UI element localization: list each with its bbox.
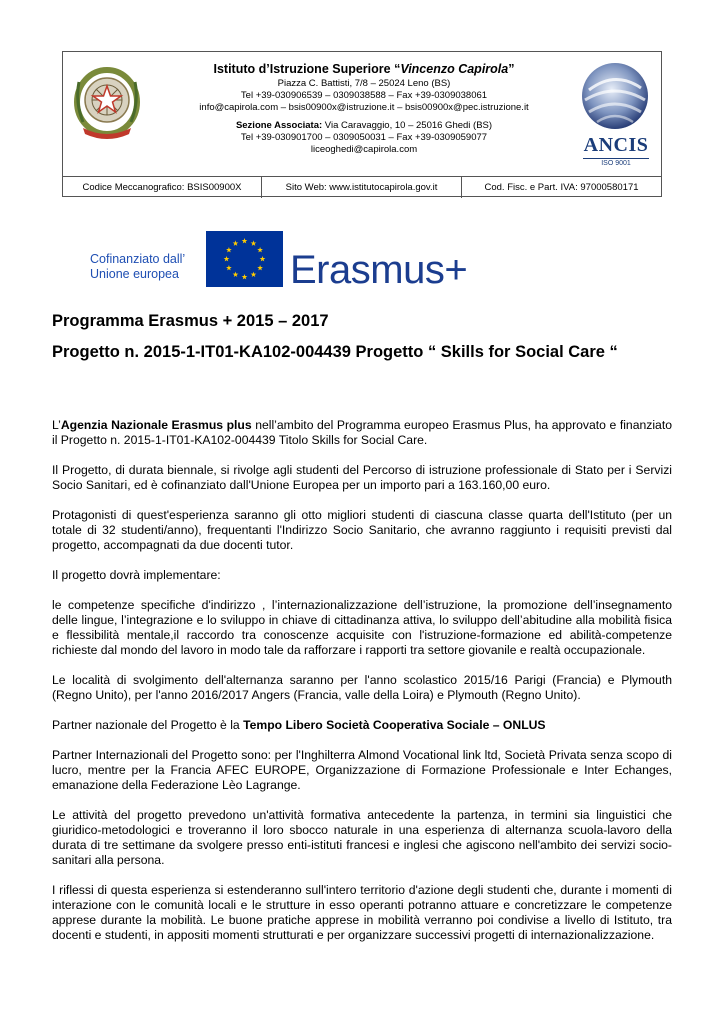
paragraph-10: I riflessi di questa esperienza si estenderanno sull'intero territorio d'azione degli studenti che, durante i momenti di interazione con le comunità locali e le strutture in esso operanti potranno attuare e concretizzare le competenze apprese durante la mobilità. Le buone pratiche apprese in mobilità verranno poi condivise a livello di Istituto, tra docenti e studenti, in appositi momenti strutturati e per organizzare successivi progetti di internazionalizzazione. [52, 883, 672, 942]
iso-label: ISO 9001 [583, 158, 649, 167]
section-phone: Tel +39-030901700 – 0309050031 – Fax +39-0309059077 [240, 132, 488, 143]
section-address-line [159, 120, 569, 132]
national-partner-name: Tempo Libero Società Cooperativa Sociale – ONLUS [243, 718, 546, 732]
section-address: Via Caravaggio, 10 – 25016 Ghedi (BS) [322, 120, 493, 131]
erasmus-plus-logo: Erasmus+ [290, 248, 468, 292]
institute-address: Piazza C. Battisti, 7/8 – 25024 Leno (BS) [277, 78, 451, 89]
paragraph-1-rest: nell’ambito del Programma europeo Erasmus Plus, ha approvato e finanziato il Progetto n. 2015-1-IT01-KA102-004439 Titolo Skills for Social Care. [52, 418, 672, 447]
paragraph-6: Le località di svolgimento dell'alternanza saranno per l'anno scolastico 2015/16 Parigi (Francia) e Plymouth (Regno Unito), per l'anno 2016/2017 Angers (Francia, valle della Loira) e Plymouth (Regno Unito). [52, 673, 672, 702]
ancis-globe-icon [575, 60, 655, 134]
eu-flag-icon [206, 231, 283, 287]
ancis-label: ANCIS [583, 134, 649, 156]
paragraph-3: Protagonisti di quest'esperienza saranno gli otto migliori studenti di ciascuna classe quarta dell'Istituto (per un totale di 32 studenti/anno), frequentanti l'Indirizzo Socio Sanitario, che avranno raggiunto i requisiti previsti dal progetto, accompagnati da due docenti tutor. [52, 508, 672, 552]
paragraph-5: le competenze specifiche d'indirizzo , l’internazionalizzazione dell’istruzione, la promozione dell’insegnamento delle lingue, l’integrazione e lo sviluppo in chiave di cittadinanza attiva, lo sviluppo dell’abitudine alla mobilità fisica e flessibilità mentale,il raccordo tra conoscenze acquisite con l'istruzione-formazione ed abilità-competenze richieste dal mondo del lavoro in modo tale da rafforzare i rapporti tra settore giovanile e realtà occupazionale. [52, 598, 672, 657]
codice-meccanografico: Codice Meccanografico: BSIS00900X [63, 177, 262, 198]
institute-name-prefix: Istituto d’Istruzione Superiore “ [213, 62, 401, 76]
letterhead-codes [63, 176, 661, 198]
paragraph-8: Partner Internazionali del Progetto sono: per l'Inghilterra Almond Vocational link ltd, Società Privata senza scopo di lucro, mentre per la Francia AFEC EUROPE, Organizzazione di Formazione Professionale e Inter Echanges, emanazione della Federazione Lèo Lagrange. [52, 748, 672, 792]
institute-phone: Tel +39-030906539 – 0309038588 – Fax +39-0309038061 [240, 90, 488, 101]
document-body [52, 418, 672, 958]
section-label: Sezione Associata: [235, 120, 323, 131]
ancis-logo [575, 60, 655, 172]
institute-name [159, 62, 569, 76]
paragraph-7-start: Partner nazionale del Progetto è la [52, 718, 244, 732]
paragraph-1 [52, 418, 672, 448]
sito-web: Sito Web: www.istitutocapirola.gov.it [262, 177, 462, 198]
project-title: Progetto n. 2015-1-IT01-KA102-004439 Progetto “ Skills for Social Care “ [52, 343, 618, 361]
codice-fiscale: Cod. Fisc. e Part. IVA: 97000580171 [484, 182, 639, 193]
institute-info [159, 62, 569, 156]
letterhead-top [63, 52, 661, 176]
letterhead [62, 51, 662, 197]
cofinanced-line-2: Unione europea [90, 267, 179, 281]
section-email: liceoghedi@capirola.com [310, 144, 418, 155]
programme-title: Programma Erasmus + 2015 – 2017 [52, 312, 329, 330]
paragraph-1-start: L’ [52, 418, 61, 432]
paragraph-2: Il Progetto, di durata biennale, si rivolge agli studenti del Percorso di istruzione professionale di Stato per i Servizi Socio Sanitari, ed è cofinanziato dall'Unione Europea per un importo pari a 163.160,00 euro. [52, 463, 672, 492]
institute-name-suffix: ” [508, 62, 515, 76]
paragraph-9: Le attività del progetto prevedono un'attività formativa antecedente la partenza, in termini sia linguistici che giuridico-metodologici e troveranno il loro sbocco naturale in una esperienza di alternanza scuola-lavoro della durata di tre settimane da svolgere presso enti-istituti francesi e inglesi che agiscono nell'ambito dei servizi socio-sanitari alla persona. [52, 808, 672, 867]
paragraph-4: Il progetto dovrà implementare: [52, 568, 221, 582]
institute-emails: info@capirola.com – bsis00900x@istruzione.it – bsis00900x@pec.istruzione.it [199, 102, 529, 113]
cofinanced-line-1: Cofinanziato dall’ [90, 252, 186, 266]
cofinanced-label [90, 252, 185, 282]
paragraph-7 [52, 718, 672, 733]
italian-republic-emblem-icon [69, 62, 145, 144]
agency-name: Agenzia Nazionale Erasmus plus [60, 418, 252, 432]
institute-name-italic: Vincenzo Capirola [400, 62, 509, 76]
